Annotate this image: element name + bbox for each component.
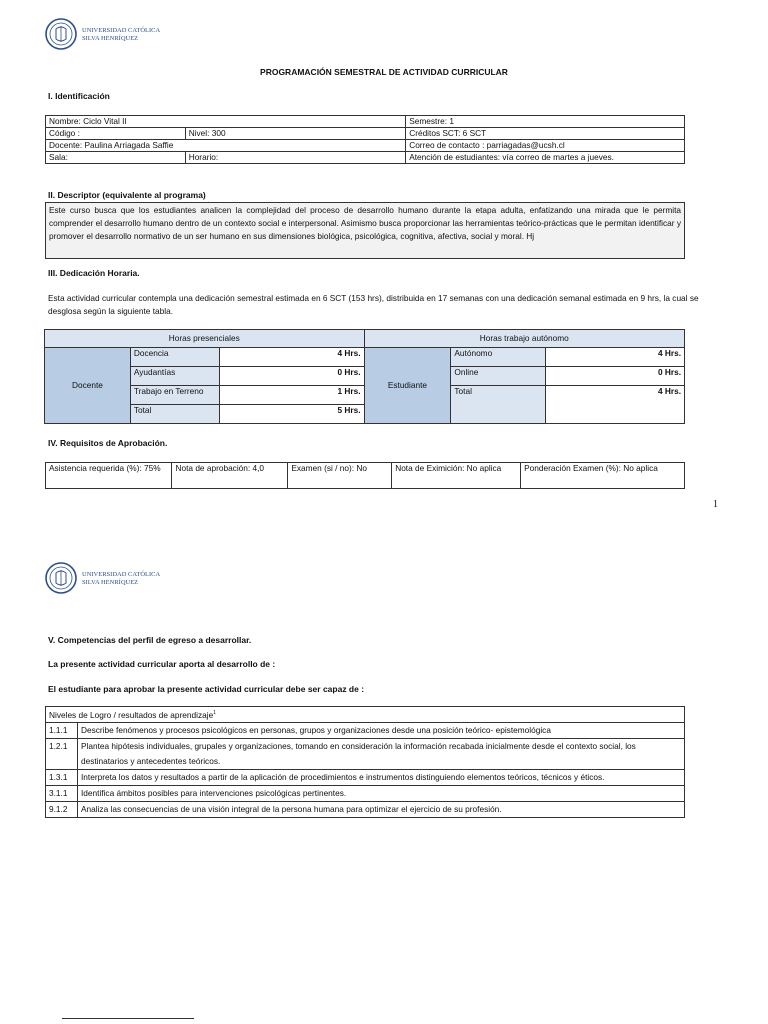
hours-label: Trabajo en Terreno: [130, 386, 219, 405]
section5-line1: La presente actividad curricular aporta al desarrollo de :: [48, 659, 276, 669]
codigo-cell: Código :: [46, 128, 186, 140]
page-title: PROGRAMACIÓN SEMESTRAL DE ACTIVIDAD CURRICULAR: [260, 67, 508, 77]
docente-cell: Docente: Paulina Arriagada Saffie: [46, 140, 406, 152]
creditos-cell: Créditos SCT: 6 SCT: [406, 128, 685, 140]
competency-text: Plantea hipótesis individuales, grupales y organizaciones, tomando en consideración la información recabada inicialmente desde el contexto social, los destinatarios y antecedentes teóricos.: [77, 738, 684, 769]
nota-cell: Nota de aprobación: 4,0: [172, 463, 288, 489]
requirements-table: [45, 462, 685, 489]
hours-value: 4 Hrs.: [546, 348, 685, 367]
competency-text: Describe fenómenos y procesos psicológicos en personas, grupos y organizaciones desde una posición teórico- epistemológica: [77, 722, 684, 738]
identification-table: [45, 115, 685, 164]
section1-heading: I. Identificación: [48, 91, 110, 101]
hours-value: 0 Hrs.: [546, 367, 685, 386]
page-number: 1: [713, 499, 718, 510]
competency-text: Interpreta los datos y resultados a partir de la aplicación de procedimientos e instrumentos distinguiendo elementos teóricos, técnicos y éticos.: [77, 769, 684, 785]
estudiante-label: Estudiante: [364, 348, 451, 424]
examen-cell: Examen (si / no): No: [288, 463, 392, 489]
section4-heading: IV. Requisitos de Aprobación.: [48, 438, 168, 448]
sala-cell: Sala:: [46, 152, 186, 164]
hours-label: Total: [451, 386, 546, 424]
hours-value: 0 Hrs.: [219, 367, 364, 386]
hours-label: Total: [130, 405, 219, 424]
competency-num: 1.3.1: [46, 769, 78, 785]
competencies-header: [46, 707, 685, 723]
hours-label: Online: [451, 367, 546, 386]
autonomo-header: Horas trabajo autónomo: [364, 330, 685, 348]
eximicion-cell: Nota de Eximición: No aplica: [392, 463, 521, 489]
hours-label: Docencia: [130, 348, 219, 367]
university-logo: [44, 17, 160, 53]
competencies-table: [45, 706, 685, 818]
competency-num: 9.1.2: [46, 801, 78, 817]
horario-cell: Horario:: [185, 152, 406, 164]
logo-line2: SILVA HENRÍQUEZ: [82, 35, 139, 42]
nivel-cell: Nivel: 300: [185, 128, 406, 140]
logo-line1: UNIVERSIDAD CATÓLICA: [82, 571, 161, 578]
correo-cell: Correo de contacto : parriagadas@ucsh.cl: [406, 140, 685, 152]
semestre-cell: Semestre: 1: [406, 116, 685, 128]
hours-label: Autónomo: [451, 348, 546, 367]
university-seal-icon: [44, 561, 78, 597]
presenciales-header: Horas presenciales: [45, 330, 365, 348]
university-seal-icon: [44, 17, 78, 53]
hours-value: 5 Hrs.: [219, 405, 364, 424]
hours-value: 1 Hrs.: [219, 386, 364, 405]
section5-heading: V. Competencias del perfil de egreso a desarrollar.: [48, 635, 252, 645]
logo-line1: UNIVERSIDAD CATÓLICA: [82, 27, 161, 34]
competencies-header-text: Niveles de Logro / resultados de aprendizaje: [49, 709, 214, 720]
descriptor-text: Este curso busca que los estudiantes analicen la complejidad del proceso de desarrollo humano durante la etapa adulta, enfatizando una mirada que le permita comprender el desarrollo humano dentro de un contexto social e interpersonal. Asimismo busca proporcionar las herramientas teórico-prácticas que le permitan identificar y promover el desarrollo normativo de un ser humano en sus dimensiones biológica, psicológica, cognitiva, afectiva, social y moral. Hj: [45, 202, 685, 259]
competency-num: 1.2.1: [46, 738, 78, 769]
footnote-mark: 1: [213, 710, 216, 716]
hours-table: [44, 329, 685, 424]
ponderacion-cell: Ponderación Examen (%): No aplica: [521, 463, 685, 489]
competency-num: 1.1.1: [46, 722, 78, 738]
asistencia-cell: Asistencia requerida (%): 75%: [46, 463, 172, 489]
dedicacion-text: Esta actividad curricular contempla una dedicación semestral estimada en 6 SCT (153 hrs), distribuida en 17 semanas con una dedicación semanal estimada en 9 hrs, la cual se desglosa según la siguiente tabla.: [48, 293, 699, 316]
university-logo-page2: [44, 561, 160, 597]
competency-num: 3.1.1: [46, 785, 78, 801]
hours-label: Ayudantías: [130, 367, 219, 386]
hours-value: 4 Hrs.: [219, 348, 364, 367]
competency-text: Analiza las consecuencias de una visión integral de la persona humana para optimizar el ejercicio de su profesión.: [77, 801, 684, 817]
logo-line2: SILVA HENRÍQUEZ: [82, 579, 139, 586]
nombre-cell: Nombre: Ciclo Vital II: [46, 116, 406, 128]
section5-line2: El estudiante para aprobar la presente actividad curricular debe ser capaz de :: [48, 684, 365, 694]
section2-heading: II. Descriptor (equivalente al programa): [48, 190, 206, 200]
competency-text: Identifica ámbitos posibles para intervenciones psicológicas pertinentes.: [77, 785, 684, 801]
hours-value: 4 Hrs.: [546, 386, 685, 424]
section3-heading: III. Dedicación Horaria.: [48, 268, 140, 278]
atencion-cell: Atención de estudiantes: vía correo de martes a jueves.: [406, 152, 685, 164]
footnote-separator: [62, 1018, 194, 1019]
docente-label: Docente: [45, 348, 131, 424]
